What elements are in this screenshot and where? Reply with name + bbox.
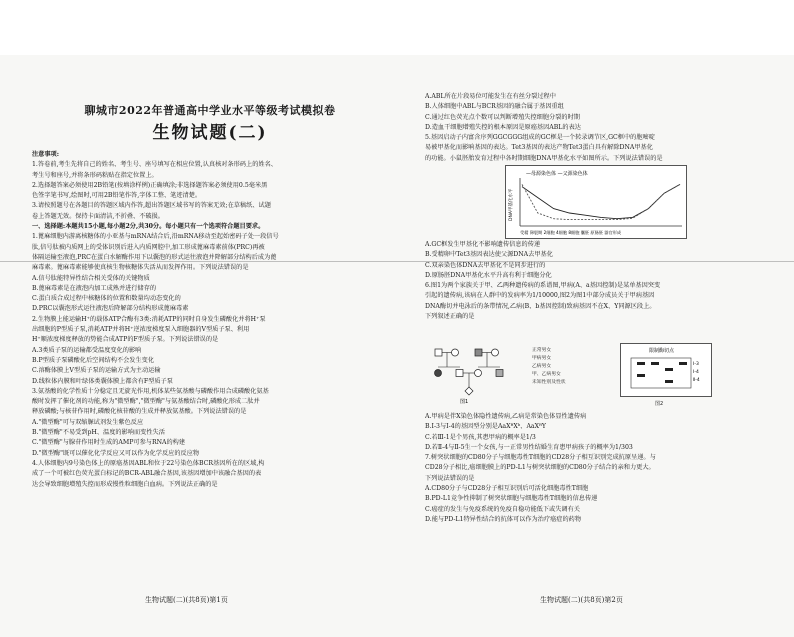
text-line: D.能与PD-L1特异性结合的抗体可以作为治疗癌症的药物 — [425, 515, 582, 523]
pedigree-female — [475, 370, 482, 377]
legend-item: 甲、乙病男女 — [532, 372, 561, 377]
text-line: 注意事项: — [32, 151, 60, 158]
text-line: 酸时发挥了催化剂的功能,称为"微型酶","微型酶"与氨基酸结合时,磷酸化形成二肽并 — [32, 398, 260, 406]
text-line: A.ABL所在片段易位可能发生在有丝分裂过程中 — [425, 93, 556, 100]
text-line: D.造血干细胞增殖失控的根本原因是原癌基因ABL的表达 — [425, 123, 581, 131]
gel-svg — [621, 344, 711, 396]
pedigree-female — [435, 370, 442, 377]
text-line: 5.基因启动子内富含序列GGCGGG组成的GC框是一个转录调节区,GC框中的胞嘧啶 — [425, 134, 655, 142]
gel-right-label: Ⅰ-3 — [693, 362, 699, 367]
series-line-0 — [522, 184, 680, 218]
text-line: A.3类质子泵的运输都受温度变化的影响 — [32, 346, 142, 354]
gel-band — [637, 374, 645, 377]
text-line: 引起的遗传病,该病在人群中的发病率为1/10000,图2为图1中部分成员关于甲病基因 — [425, 292, 655, 300]
text-line: 3.请按照题号在各题目的答题区域内作答,超出答题区域书写的答案无效;在草稿纸、试题 — [32, 202, 271, 210]
text-line: 2.选择题答案必须使用2B铅笔(按填涂样例)正确填涂;非选择题答案必须使用0.5毫米黑 — [32, 181, 268, 189]
pedigree-unknown — [465, 387, 473, 395]
text-line: 3.氨基酸的化学性质十分稳定且无旋光作用,机体某些氨基酸与磷酸作用合成磷酸化氨基 — [32, 387, 269, 395]
series-line-1 — [522, 184, 680, 219]
page-top-margin — [0, 0, 794, 55]
text-line: 下列叙述正确的是 — [425, 313, 475, 321]
text-line: 出细胞的P型质子泵,消耗ATP并将H⁺逆浓度梯度泵入细胞器的V型质子泵、利用 — [32, 326, 250, 334]
text-line: C.蛋白质合成过程中核糖体的位置和数量均动态变化的 — [32, 295, 181, 303]
right-footer: 生物试题(二)(共8页)第2页 — [540, 596, 623, 604]
text-line: D.线粒体内膜和叶绿体类囊体膜上都含有F型质子泵 — [32, 377, 173, 385]
pedigree-legend — [532, 347, 602, 387]
pedigree-female — [452, 349, 459, 356]
pedigree-female — [492, 349, 499, 356]
methylation-chart — [505, 165, 687, 239]
legend-item: 乙病男女 — [532, 364, 552, 369]
text-line: DNA酶切并电泳后的条带情况,乙病(B、b基因控制)致病基因不在X、Y同源区段上。 — [425, 302, 656, 310]
right-column-mid — [425, 240, 794, 322]
gel-band — [665, 380, 673, 383]
text-line: B.PD-L1竞争性抑制了树突状细胞与细胞毒性T细胞的信息传递 — [425, 495, 598, 503]
text-line: 易被甲基化而影响基因的表达。Tet3基因的表达产物Tet3蛋白具有解除DNA甲基化 — [425, 144, 653, 152]
text-line: 6.图1为两个家族关于甲、乙两种遗传病的系谱图,甲病(A、a基因控制)是某单基因突变 — [425, 282, 661, 290]
text-line: B.受精卵中Tet3基因表达使父源DNA去甲基化 — [425, 251, 553, 259]
text-line: CD28分子相比,癌细胞膜上的PD-L1与树突状细胞的CD80分子结合的亲和力更大。 — [425, 464, 655, 472]
pedigree-male — [435, 349, 442, 356]
legend-item: 正常男女 — [532, 348, 552, 353]
text-line: 1.答卷前,考生先将自己的姓名、考生号、座号填写在相应位置,认真核对条形码上的姓名、 — [32, 161, 277, 169]
text-line: C."微型酶"与腺苷作用时生成的AMP可参与RNA的构建 — [32, 439, 186, 447]
left-footer: 生物试题(二)(共8页)第1页 — [145, 596, 228, 604]
pedigree-male — [456, 370, 463, 377]
text-line: C.溶酶体膜上V型质子泵的运输方式为主动运输 — [32, 367, 161, 375]
pedigree-male — [475, 349, 482, 356]
text-line: 2.生物膜上能运输H⁺的载体ATP合酶有3类:消耗ATP的同时自身发生磷酸化并将H⁺泵 — [32, 315, 266, 323]
text-line: A.甲病是伴X染色体隐性遗传病,乙病是常染色体显性遗传病 — [425, 413, 587, 420]
text-line: 色签字笔书写,绘图时,可用2B铅笔作答,字体工整、笔迹清楚。 — [32, 192, 202, 200]
right-column-bottom — [425, 412, 794, 525]
text-line: C.癌症的发生与免疫系统的免疫自稳功能低下或失调有关 — [425, 505, 580, 513]
text-line: 1.蓖麻细胞内游离核糖体的小亚基与mRNA结合后,沿mRNA移动至起始密码子处一段信号 — [32, 233, 279, 241]
text-line: D.若Ⅱ-4与Ⅱ-5生一个女孩,与一正常男性结婚生育患甲病孩子的概率为1/303 — [425, 443, 633, 451]
gel-title: 限制酶切点 — [649, 348, 675, 354]
text-line: 释放磷酸;与核苷作用时,磷酸化核苷酸的生成并释放氨基酸。下列说法错误的是 — [32, 408, 247, 416]
text-line: A.GC框发生甲基化不影响遗传信息的传递 — [425, 241, 541, 248]
text-line: 体隔运输至液泡,PRC在蛋白水解酶作用下以囊泡的形式运往液泡并降解部分结构后成为蓖 — [32, 253, 277, 261]
text-line: 下列说法错误的是 — [425, 474, 475, 482]
text-line: 麻毒素。蓖麻毒素能够使真核生物核糖体失活从而发挥作用。下列说法错误的是 — [32, 264, 249, 272]
legend-item: 未知性别及性状 — [532, 380, 566, 385]
text-line: D.原肠胚DNA甲基化水平升高有利于细胞分化 — [425, 271, 552, 279]
text-line: B.蓖麻毒素是在液泡内加工成熟并进行储存的 — [32, 284, 157, 292]
gel-band — [637, 362, 645, 365]
right-column-top — [425, 92, 794, 164]
methylation-chart-svg — [506, 166, 686, 238]
text-line: B.Ⅰ-3与Ⅰ-4的基因型分别是AaXᴮXᵇ、AaXᴮY — [425, 423, 546, 431]
text-line: B.P型质子泵磷酸化后空间结构不会发生变化 — [32, 356, 155, 364]
gel-right-label: Ⅱ-4 — [693, 378, 700, 383]
text-line: H⁺顺浓度梯度释放的势能合成ATP的F型质子泵。下列说法错误的是 — [32, 336, 219, 344]
text-line: A."微型酶"可与双缩脲试剂发生紫色反应 — [32, 418, 144, 426]
chart-xlabel: 受精 卵裂期 2细胞 4细胞 8细胞 囊胚 原肠胚 器官形成 — [520, 230, 622, 235]
text-line: B."微型酶"不易受到pH、温度的影响而变性失活 — [32, 429, 165, 437]
figure1-label: 图1 — [460, 399, 469, 405]
text-line: A.CD80分子与CD28分子相互识别后可活化细胞毒性T细胞 — [425, 485, 589, 493]
fold-line — [0, 261, 794, 262]
text-line: 考生号和座号,并将条形码粘贴在指定位置上。 — [32, 171, 158, 179]
legend-item: 甲病男女 — [532, 356, 552, 361]
figure2-label: 图2 — [655, 401, 664, 407]
text-line: D."微型酶"既可以催化化学反应又可以作为化学反应的反应物 — [32, 449, 200, 457]
gel-band — [665, 368, 673, 371]
text-line: 成了一个可被红色荧光蛋白标记的BCR-ABL融合基因,该基因增加中该融合基因的表 — [32, 470, 262, 478]
text-line: 一、选择题:本题共15小题,每小题2分,共30分。每小题只有一个选项符合题目要求。 — [32, 223, 265, 231]
pedigree-male — [496, 370, 503, 377]
left-column — [32, 150, 402, 490]
text-line: 肽,信号肽被内质网上的受体识别后进入内质网腔中,加工形成蓖麻毒素前体(PRC)再被 — [32, 243, 265, 251]
text-line: B.人体细胞中ABL与BCR基因的融合属于基因重组 — [425, 103, 564, 111]
text-line: C.双亲染色体DNA去甲基化不是同步进行的 — [425, 261, 546, 269]
text-line: A.信号肽能特异性结合相关受体的关键物质 — [32, 274, 150, 282]
text-line: 4.人体细胞内9号染色体上的原癌基因ABL和位于22号染色体BCR基因所在的区域,构 — [32, 459, 265, 467]
exam-title: 聊城市2022年普通高中学业水平等级考试模拟卷 — [84, 104, 336, 117]
text-line: C.通过红色荧光点个数可以判断增殖失控细胞分裂的时期 — [425, 113, 580, 121]
text-line: 的功能。小鼠胚胎发育过程中各时期细胞DNA甲基化水平如图所示。下列说法错误的是 — [425, 154, 663, 162]
text-line: 7.树突状细胞的CD80分子与细胞毒性T细胞的CD28分子相互识别完成抗原呈递。与 — [425, 454, 656, 462]
text-line: C.若Ⅲ-1是个男孩,其患甲病的概率是1/3 — [425, 433, 536, 441]
chart-legend: —母源染色体 —父源染色体 — [526, 171, 588, 177]
text-line: 达会导致细胞增殖失控而形成慢性粒细胞白血病。下列说法正确的是 — [32, 480, 218, 488]
gel-right-label: Ⅰ-4 — [693, 370, 699, 375]
text-line: 卷上答题无效。保持卡面清洁,不折叠、不破损。 — [32, 212, 164, 220]
gel-band — [679, 362, 687, 365]
gel-band — [651, 362, 659, 365]
gel-figure — [620, 343, 712, 397]
text-line: D.PRC以囊泡形式运往液泡后降解部分结构形成蓖麻毒素 — [32, 305, 189, 313]
chart-ylabel: DNA甲基化水平 — [509, 188, 514, 221]
subject-title: 生物试题(二) — [152, 123, 268, 143]
